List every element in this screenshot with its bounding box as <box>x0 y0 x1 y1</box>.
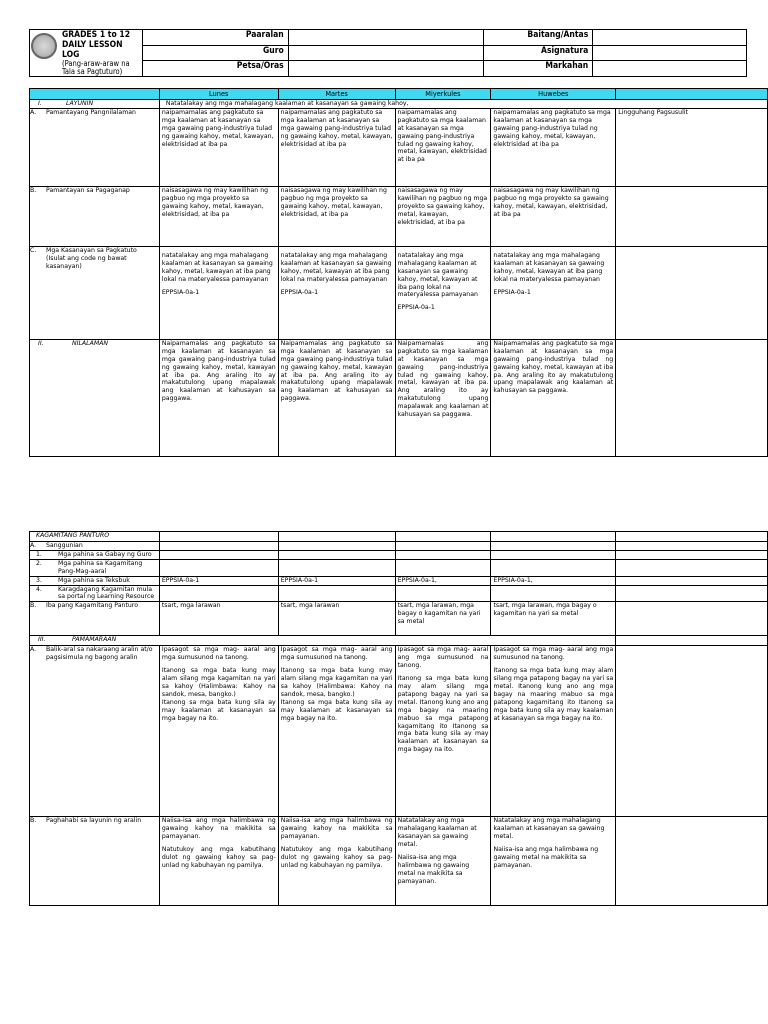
label-paaralan: Paaralan <box>142 30 288 46</box>
a-martes: naipamamalas ang pagkatuto sa mga kaalaman at kasanayan sa mga gawaing pang-industriya tulad ng gawaing kahoy, metal, kawayan, elektrisidad at iba pa <box>278 108 395 186</box>
balik-lunes: Ipasagot sa mga mag- aaral ang mga sumusunod na tanong. Itanong sa mga bata kung may alam silang mga kagamitan na yari sa kahoy (Halimbawa: Kahoy na sandok, mesa, bangko.) Itanong sa mga bata kung sila ay may kaalaman at kasanayan sa mga bagay na ito. <box>159 646 278 817</box>
r4-c5 <box>616 585 768 602</box>
r3-martes: EPPSIA-0a-1 <box>278 576 395 585</box>
title-line-1: GRADES 1 to 12 <box>62 30 131 40</box>
c-miyerkules: natatalakay ang mga mahalagang kaalaman at kasanayan sa gawaing kahoy, metal, kawayan at iba pang lokal na materyalessa pamayanan EPPSIA-0a-1 <box>395 246 491 339</box>
c-lunes: natatalakay ang mga mahalagang kaalaman at kasanayan sa gawaing kahoy, metal, kawayan at iba pang lokal na materyalessa pamayanan EPPSIA-0a-1 <box>159 246 278 339</box>
code-martes: EPPSIA-0a-1 <box>280 288 319 296</box>
iba-pang-kagamitan-row <box>30 602 768 636</box>
r4-c4 <box>491 585 616 602</box>
pag-lunes: Naiisa-isa ang mga halimbawa ng gawaing kahoy na makikita sa pamayanan. Natutukoy ang mga kabutihang dulot ng gawaing kahoy sa pag-unlad ng kabuhayan ng pamilya. <box>159 817 278 906</box>
nilalaman-row <box>30 339 768 456</box>
pamamaraan-heading: III. PAMAMARAAN <box>30 636 616 646</box>
r3-lunes: EPPSIA-0a-1 <box>159 576 278 585</box>
field-petsa[interactable] <box>288 61 484 77</box>
pamantayan-sa-pagaganap-row <box>30 186 768 246</box>
kagamitan-heading: KAGAMITANG PANTURO <box>30 532 160 542</box>
field-baitang[interactable] <box>593 30 747 46</box>
day-miyerkules: Miyerkules <box>395 89 491 100</box>
day-lunes: Lunes <box>159 89 278 100</box>
layunin-heading: I. LAYUNIN <box>30 100 160 109</box>
code-lunes: EPPSIA-0a-1 <box>161 288 200 296</box>
day-martes: Martes <box>278 89 395 100</box>
pamantayan-sa-pagaganap-label: B. Pamantayan sa Pagaganap <box>30 186 160 246</box>
b-miyerkules: naisasagawa ng may kawilihan ng pagbuo ng mga proyekto sa gawaing kahoy, metal, kawayan, elektrisidad, at iba pa <box>395 186 491 246</box>
rb-martes: tsart, mga larawan <box>278 602 395 636</box>
days-header-row <box>30 89 768 100</box>
pamamaraan-row <box>30 636 768 646</box>
gabay-guro-label: 1. Mga pahina sa Gabay ng Guro <box>30 550 160 559</box>
r1-c5 <box>616 550 768 559</box>
kag-c4 <box>491 532 616 542</box>
a-biyernes: Lingguhang Pagsusulit <box>616 108 768 186</box>
title-line-4: Tala sa Pagtuturo) <box>62 67 123 76</box>
pam-c6 <box>616 636 768 646</box>
kagamitan-row <box>30 532 768 542</box>
rb-c5 <box>616 602 768 636</box>
r3-miyerkules: EPPSIA-0a-1, <box>395 576 491 585</box>
r4-c3 <box>395 585 491 602</box>
c-huwebes: natatalakay ang mga mahalagang kaalaman at kasanayan sa gawaing kahoy, metal, kawayan at iba pang lokal na materyalessa pamayanan EPPSIA-0a-1 <box>491 246 616 339</box>
r3-c5 <box>616 576 768 585</box>
kag-c5 <box>616 532 768 542</box>
learning-resource-row <box>30 585 768 602</box>
kasanayan-label: C. Mga Kasanayan sa Pagkatuto (Isulat ang code ng bawat kasanayan) <box>30 246 160 339</box>
r4-c1 <box>159 585 278 602</box>
kagamitang-mag-aaral-label: 2. Mga pahina sa Kagamitang Pang-Mag-aaral <box>30 559 160 576</box>
r2-c1 <box>159 559 278 576</box>
kag-c2 <box>278 532 395 542</box>
balik-miyerkules: Ipasagot sa mga mag- aaral ang mga sumusunod na tanong. Itanong sa mga bata kung may alam silang mga patapong bagay na yari sa metal. Itanong kung ano ang mga bagay na maaring mabuo sa mga patapong kagamitang ito Itanong sa mga bata kung sila ay may kaalaman at kasanayan sa mga bagay na ito. <box>395 646 491 817</box>
nil-martes: Naipamamalas ang pagkatuto sa mga kaalaman at kasanayan sa mga gawaing pang-industriya tulad ng gawaing kahoy, metal, kawayan at iba pa. Ang araling ito ay makatutulong upang mapalawak ang kaalaman at kahusayan sa paggawa. <box>278 339 395 456</box>
rb-huwebes: tsart, mga larawan, mga bagay o kagamitan na yari sa metal <box>491 602 616 636</box>
r2-c2 <box>278 559 395 576</box>
r1-c1 <box>159 550 278 559</box>
sang-c1 <box>159 542 278 551</box>
label-guro: Guro <box>142 45 288 61</box>
title-line-3: (Pang-araw-araw na <box>62 59 130 68</box>
r1-c3 <box>395 550 491 559</box>
a-lunes: naipamamalas ang pagkatuto sa mga kaalaman at kasanayan sa mga gawaing pang-industriya tulad ng gawaing kahoy, metal, kawayan, elektrisidad at iba pa <box>159 108 278 186</box>
code-huwebes: EPPSIA-0a-1 <box>493 288 531 296</box>
day-biyernes <box>616 89 768 100</box>
nil-biyernes <box>616 339 768 456</box>
kasanayan-row <box>30 246 768 339</box>
nil-lunes: Naipamamalas ang pagkatuto sa mga kaalaman at kasanayan sa mga gawaing pang-industriya tulad ng gawaing kahoy, metal, kawayan at iba pa. Ang araling ito ay makatutulong upang mapalawak ang kaalaman at kahusayan sa paggawa. <box>159 339 278 456</box>
r4-c2 <box>278 585 395 602</box>
r2-c4 <box>491 559 616 576</box>
pag-c5 <box>616 817 768 906</box>
header-title-cell <box>30 30 143 77</box>
field-markahan[interactable] <box>593 61 747 77</box>
balik-aral-row <box>30 646 768 817</box>
procedure-table <box>29 531 768 906</box>
days-corner <box>30 89 160 100</box>
kag-c1 <box>159 532 278 542</box>
nil-huwebes: Naipamamalas ang pagkatuto sa mga kaalaman at kasanayan sa mga gawaing pang-industriya tulad ng gawaing kahoy, metal, kawayan at iba pa. Ang araling ito ay makatutulong upang mapalawak ang kaalaman at kahusayan sa paggawa. <box>491 339 616 456</box>
sang-c4 <box>491 542 616 551</box>
layunin-row <box>30 100 768 109</box>
c-biyernes <box>616 246 768 339</box>
teksbuk-label: 3. Mga pahina sa Teksbuk <box>30 576 160 585</box>
label-asignatura: Asignatura <box>484 45 593 61</box>
sang-c2 <box>278 542 395 551</box>
balik-huwebes: Ipasagot sa mga mag- aaral ang mga sumusunod na tanong. Itanong sa mga bata kung may alam silang mga patapong bagay na yari sa metal. Itanong kung ano ang mga bagay na maaring mabuo sa mga patapong kagamitang ito Itanong sa mga bata kung sila ay may kaalaman at kasanayan sa mga bagay na ito. <box>491 646 616 817</box>
field-asignatura[interactable] <box>593 45 747 61</box>
paghahabi-row <box>30 817 768 906</box>
balik-c5 <box>616 646 768 817</box>
b-lunes: naisasagawa ng may kawilihan ng pagbuo ng mga proyekto sa gawaing kahoy, metal, kawayan, elektrisidad, at iba pa <box>159 186 278 246</box>
objectives-table <box>29 88 768 457</box>
pag-martes: Naiisa-isa ang mga halimbawa ng gawaing kahoy na makikita sa pamayanan. Natutukoy ang mga kabutihang dulot ng gawaing kahoy sa pag-unlad ng kabuhayan ng pamilya. <box>278 817 395 906</box>
title-line-2: DAILY LESSON LOG <box>62 40 123 60</box>
r2-c3 <box>395 559 491 576</box>
sang-c5 <box>616 542 768 551</box>
b-biyernes <box>616 186 768 246</box>
field-guro[interactable] <box>288 45 484 61</box>
r1-c4 <box>491 550 616 559</box>
balik-martes: Ipasagot sa mga mag- aaral ang mga sumusunod na tanong. Itanong sa mga bata kung may alam silang mga kagamitan na yari sa kahoy (Halimbawa: Kahoy na sandok, mesa, bangko.) Itanong sa mga bata kung sila ay may kaalaman at kasanayan sa mga bagay na ito. <box>278 646 395 817</box>
iba-pang-kagamitan-label: B. Iba pang Kagamitang Panturo <box>30 602 160 636</box>
r1-c2 <box>278 550 395 559</box>
label-markahan: Markahan <box>484 61 593 77</box>
learning-resource-label: 4. Karagdagang Kagamitan mula sa portal ng Learning Resource <box>30 585 160 602</box>
pamantayang-pangnilalaman-row <box>30 108 768 186</box>
field-paaralan[interactable] <box>288 30 484 46</box>
pamantayang-pangnilalaman-label: A. Pamantayang Pangnilalaman <box>30 108 160 186</box>
sanggunian-label: A. Sanggunian <box>30 542 160 551</box>
code-miyerkules: EPPSIA-0a-1 <box>397 304 435 312</box>
a-huwebes: naipamamalas ang pagkatuto sa mga kaalaman at kasanayan sa mga gawaing pang-industriya tulad ng gawaing kahoy, metal, kawayan, elektrisidad at iba pa <box>491 108 616 186</box>
sanggunian-row <box>30 542 768 551</box>
layunin-text: Natatalakay ang mga mahalagang kaalaman at kasanayan sa gawaing kahoy, <box>159 100 767 109</box>
kag-c3 <box>395 532 491 542</box>
sang-c3 <box>395 542 491 551</box>
nilalaman-heading: II. NILALAMAN <box>30 339 160 456</box>
teksbuk-row <box>30 576 768 585</box>
pag-miyerkules: Natatalakay ang mga mahalagang kaalaman at kasanayan sa gawaing metal. Naiisa-isa ang mga halimbawa ng gawaing metal na makikita sa pamayanan. <box>395 817 491 906</box>
day-huwebes: Huwebes <box>491 89 616 100</box>
rb-lunes: tsart, mga larawan <box>159 602 278 636</box>
paghahabi-label: B. Paghahabi sa layunin ng aralin <box>30 817 160 906</box>
a-miyerkules: naipamamalas ang pagkatuto sa mga kaalaman at kasanayan sa mga gawaing pang-industriya tulad ng gawaing kahoy, metal, kawayan, elektrisidad at iba pa <box>395 108 491 186</box>
b-martes: naisasagawa ng may kawilihan ng pagbuo ng mga proyekto sa gawaing kahoy, metal, kawayan, elektrisidad, at iba pa <box>278 186 395 246</box>
kagamitang-mag-aaral-row <box>30 559 768 576</box>
nil-miyerkules: Naipamamalas ang pagkatuto sa mga kaalaman at kasanayan sa mga gawaing pang-industriya tulad ng gawaing kahoy, metal, kawayan at iba pa. Ang araling ito ay makatutulong upang mapalawak ang kaalaman at kahusayan sa paggawa. <box>395 339 491 456</box>
balik-aral-label: A. Balik-aral sa nakaraang aralin at/o pagsisimula ng bagong aralin <box>30 646 160 817</box>
r2-c5 <box>616 559 768 576</box>
r3-huwebes: EPPSIA-0a-1, <box>491 576 616 585</box>
label-petsa: Petsa/Oras <box>142 61 288 77</box>
b-huwebes: naisasagawa ng may kawilihan ng pagbuo ng mga proyekto sa gawaing kahoy, metal, kawayan, elektrisidad, at iba pa <box>491 186 616 246</box>
label-baitang: Baitang/Antas <box>484 30 593 46</box>
rb-miyerkules: tsart, mga larawan, mga bagay o kagamitan na yari sa metal <box>395 602 491 636</box>
gabay-guro-row <box>30 550 768 559</box>
header-table <box>29 29 747 77</box>
c-martes: natatalakay ang mga mahalagang kaalaman at kasanayan sa gawaing kahoy, metal, kawayan at iba pang lokal na materyalessa pamayanan EPPSIA-0a-1 <box>278 246 395 339</box>
pag-huwebes: Natatalakay ang mga mahalagang kaalaman at kasanayan sa gawaing metal. Naiisa-isa ang mga halimbawa ng gawaing metal na makikita sa pamayanan. <box>491 817 616 906</box>
